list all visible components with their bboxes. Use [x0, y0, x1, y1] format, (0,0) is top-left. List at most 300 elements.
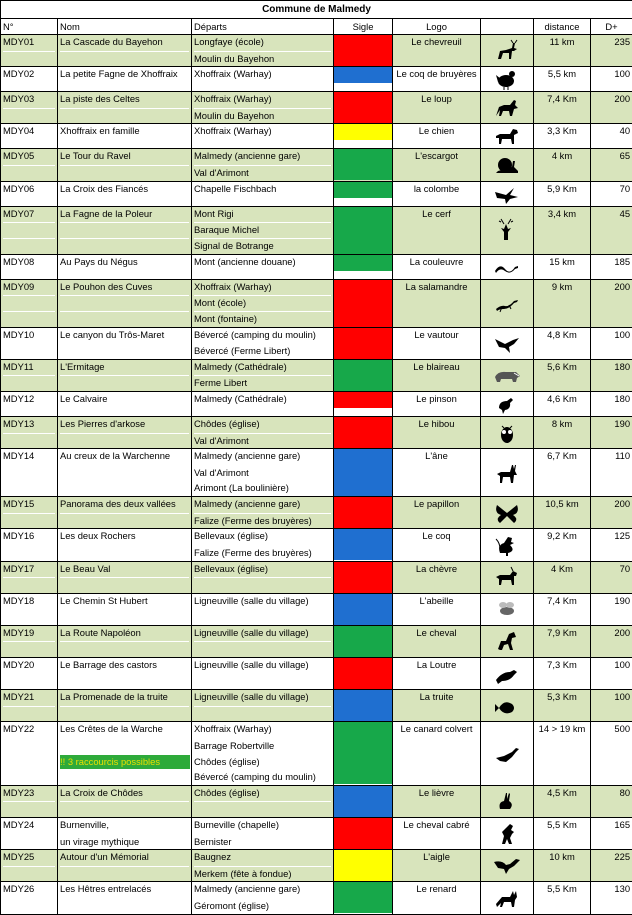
route-departs-cell — [192, 593, 334, 625]
route-logo-cell — [393, 149, 481, 181]
route-id-line: MDY08 — [3, 256, 34, 267]
route-depart-line: Xhoffraix (Warhay) — [194, 723, 272, 734]
route-logo-name: L'âne — [425, 450, 448, 461]
route-id-cell — [1, 658, 58, 690]
route-logo-image — [481, 181, 534, 206]
route-dplus: 100 — [591, 690, 632, 722]
route-id-cell — [1, 561, 58, 593]
route-logo-name: La couleuvre — [410, 256, 464, 267]
route-color-sigle — [334, 254, 393, 279]
route-logo-image — [481, 690, 534, 722]
route-dplus: 200 — [591, 625, 632, 657]
route-logo-cell — [393, 206, 481, 254]
route-logo-image — [481, 254, 534, 279]
route-color-sigle — [334, 181, 393, 206]
route-depart-line: Géromont (église) — [194, 900, 269, 911]
grouse-icon — [492, 67, 522, 91]
route-id-cell — [1, 279, 58, 327]
route-distance: 7,4 Km — [534, 593, 591, 625]
route-departs-cell — [192, 124, 334, 149]
route-depart-line: Mont (école) — [194, 297, 246, 308]
route-id-line: MDY03 — [3, 93, 34, 104]
route-departs-cell — [192, 67, 334, 92]
route-depart-line: Xhoffraix (Warhay) — [194, 68, 272, 79]
route-id-line: MDY16 — [3, 530, 34, 541]
route-name-line: La Croix des Fiancés — [60, 183, 148, 194]
route-id-line: MDY15 — [3, 498, 34, 509]
hare-icon — [492, 789, 522, 813]
route-name-line: Les Crêtes de la Warche — [60, 723, 163, 734]
route-logo-name: Le cheval — [416, 627, 456, 638]
route-depart-line: Bévercé (Ferme Libert) — [194, 345, 290, 356]
route-logo-cell — [393, 279, 481, 327]
route-name-cell — [58, 206, 192, 254]
header-dplus: D+ — [591, 19, 632, 35]
route-depart-line: Barrage Robertville — [194, 740, 274, 751]
route-departs-cell — [192, 818, 334, 850]
route-id-line: MDY05 — [3, 150, 34, 161]
route-departs-cell — [192, 279, 334, 327]
route-color-sigle — [334, 529, 393, 561]
route-distance: 5,5 Km — [534, 818, 591, 850]
route-id-line: MDY26 — [3, 883, 34, 894]
route-depart-line: Mont (fontaine) — [194, 313, 257, 324]
route-name-line: La petite Fagne de Xhoffraix — [60, 68, 178, 79]
route-id-line: MDY07 — [3, 208, 34, 219]
table-row — [1, 149, 632, 181]
route-name-line: La Route Napoléon — [60, 627, 141, 638]
route-name-line: La Fagne de la Poleur — [60, 208, 152, 219]
route-distance: 5,5 km — [534, 67, 591, 92]
route-color-sigle — [334, 722, 393, 785]
route-color-sigle — [334, 497, 393, 529]
route-name-cell — [58, 35, 192, 67]
route-depart-line: Bellevaux (église) — [194, 530, 268, 541]
rooster-icon — [492, 533, 522, 557]
table-row — [1, 359, 632, 391]
route-dplus: 100 — [591, 327, 632, 359]
route-name-cell — [58, 124, 192, 149]
route-id-line: MDY10 — [3, 329, 34, 340]
route-id-cell — [1, 35, 58, 67]
table-row — [1, 279, 632, 327]
route-name-cell — [58, 92, 192, 124]
route-depart-line: Burneville (chapelle) — [194, 819, 279, 830]
otter-icon — [492, 662, 522, 686]
route-departs-cell — [192, 658, 334, 690]
route-logo-cell — [393, 92, 481, 124]
salamander-icon — [492, 291, 522, 315]
route-name-line: La piste des Celtes — [60, 93, 140, 104]
route-logo-cell — [393, 416, 481, 448]
route-name-cell — [58, 391, 192, 416]
route-logo-name: La Loutre — [417, 659, 457, 670]
route-logo-name: Le pinson — [416, 393, 457, 404]
route-distance: 5,6 Km — [534, 359, 591, 391]
route-depart-line: Malmedy (Cathédrale) — [194, 393, 287, 404]
route-departs-cell — [192, 149, 334, 181]
route-dplus: 180 — [591, 359, 632, 391]
route-id-cell — [1, 449, 58, 497]
route-id-line: MDY25 — [3, 851, 34, 862]
route-logo-image — [481, 497, 534, 529]
table-row — [1, 529, 632, 561]
route-id-cell — [1, 850, 58, 882]
route-name-line: Le canyon du Trôs-Maret — [60, 329, 164, 340]
header-row — [1, 19, 632, 35]
route-id-cell — [1, 67, 58, 92]
route-id-line: MDY02 — [3, 68, 34, 79]
route-depart-line: Chôdes (église) — [194, 787, 260, 798]
route-name-cell — [58, 690, 192, 722]
route-id-line: MDY12 — [3, 393, 34, 404]
route-logo-image — [481, 327, 534, 359]
table-row — [1, 449, 632, 497]
route-distance: 7,9 Km — [534, 625, 591, 657]
route-departs-cell — [192, 391, 334, 416]
route-depart-line: Ferme Libert — [194, 377, 247, 388]
table-row — [1, 850, 632, 882]
trout-icon — [492, 694, 522, 718]
header-logo-image — [481, 19, 534, 35]
route-id-cell — [1, 327, 58, 359]
route-departs-cell — [192, 181, 334, 206]
route-depart-line: Signal de Botrange — [194, 240, 274, 251]
route-color-sigle — [334, 359, 393, 391]
route-id-cell — [1, 625, 58, 657]
route-color-sigle — [334, 206, 393, 254]
route-depart-line: Chôdes (église) — [194, 756, 260, 767]
butterfly-icon — [492, 501, 522, 525]
route-depart-line: Ligneuville (salle du village) — [194, 627, 309, 638]
route-logo-image — [481, 882, 534, 914]
route-logo-name: Le cheval cabré — [403, 819, 469, 830]
route-logo-image — [481, 416, 534, 448]
route-name-line: Les deux Rochers — [60, 530, 136, 541]
route-id-cell — [1, 124, 58, 149]
table-row — [1, 92, 632, 124]
route-distance: 4 Km — [534, 561, 591, 593]
route-logo-image — [481, 785, 534, 817]
route-color-sigle — [334, 416, 393, 448]
route-dplus: 130 — [591, 882, 632, 914]
route-color-sigle — [334, 882, 393, 914]
route-name-line: L'Ermitage — [60, 361, 105, 372]
route-color-sigle — [334, 690, 393, 722]
route-id-line: MDY23 — [3, 787, 34, 798]
route-distance: 5,5 Km — [534, 882, 591, 914]
route-logo-cell — [393, 561, 481, 593]
route-name-line: Le Chemin St Hubert — [60, 595, 148, 606]
route-logo-cell — [393, 658, 481, 690]
route-depart-line: Moulin du Bayehon — [194, 53, 274, 64]
route-logo-cell — [393, 181, 481, 206]
route-departs-cell — [192, 497, 334, 529]
route-departs-cell — [192, 35, 334, 67]
route-logo-image — [481, 206, 534, 254]
route-depart-line: Malmedy (ancienne gare) — [194, 450, 300, 461]
route-logo-name: Le canard colvert — [401, 723, 473, 734]
route-dplus: 40 — [591, 124, 632, 149]
route-id-line: MDY21 — [3, 691, 34, 702]
route-logo-name: Le chevreuil — [411, 36, 462, 47]
route-name-cell — [58, 593, 192, 625]
route-id-line: MDY06 — [3, 183, 34, 194]
route-id-line: MDY01 — [3, 36, 34, 47]
route-name-cell — [58, 561, 192, 593]
route-name-line: La Croix de Chôdes — [60, 787, 143, 798]
table-row — [1, 206, 632, 254]
route-depart-line: Mont Rigi — [194, 208, 234, 219]
route-color-sigle — [334, 785, 393, 817]
route-id-line: MDY22 — [3, 723, 34, 734]
route-depart-line: Malmedy (ancienne gare) — [194, 883, 300, 894]
route-dplus: 500 — [591, 722, 632, 785]
table-row — [1, 67, 632, 92]
table-row — [1, 416, 632, 448]
route-logo-image — [481, 593, 534, 625]
route-name-line: Le Tour du Ravel — [60, 150, 131, 161]
route-logo-cell — [393, 254, 481, 279]
route-distance: 3,4 km — [534, 206, 591, 254]
route-id-line: MDY13 — [3, 418, 34, 429]
table-row — [1, 497, 632, 529]
stag-icon — [492, 218, 522, 242]
rearing-horse-icon — [492, 822, 522, 846]
route-depart-line: Ligneuville (salle du village) — [194, 659, 309, 670]
route-logo-name: L'escargot — [415, 150, 458, 161]
route-id-line: MDY20 — [3, 659, 34, 670]
route-name-cell — [58, 882, 192, 914]
route-departs-cell — [192, 690, 334, 722]
route-depart-line: Longfaye (école) — [194, 36, 264, 47]
route-dplus: 190 — [591, 416, 632, 448]
table-row — [1, 785, 632, 817]
finch-icon — [492, 392, 522, 416]
route-depart-line: Chôdes (église) — [194, 418, 260, 429]
route-logo-image — [481, 818, 534, 850]
route-logo-name: Le blaireau — [413, 361, 459, 372]
route-id-cell — [1, 181, 58, 206]
route-depart-line: Chapelle Fischbach — [194, 183, 276, 194]
route-color-sigle — [334, 561, 393, 593]
table-row — [1, 690, 632, 722]
route-logo-name: La salamandre — [405, 281, 467, 292]
route-depart-line: Moulin du Bayehon — [194, 110, 274, 121]
table-row — [1, 722, 632, 785]
route-distance: 9 km — [534, 279, 591, 327]
header-num: N° — [1, 19, 58, 35]
route-depart-line: Malmedy (ancienne gare) — [194, 150, 300, 161]
route-logo-cell — [393, 850, 481, 882]
route-name-cell — [58, 254, 192, 279]
table-row — [1, 593, 632, 625]
route-depart-line: Falize (Ferme des bruyères) — [194, 547, 312, 558]
route-id-line: MDY09 — [3, 281, 34, 292]
route-id-line: MDY18 — [3, 595, 34, 606]
route-name-cell — [58, 529, 192, 561]
route-logo-image — [481, 722, 534, 785]
route-departs-cell — [192, 92, 334, 124]
route-name-line: Xhoffraix en famille — [60, 125, 140, 136]
route-id-cell — [1, 722, 58, 785]
route-id-cell — [1, 391, 58, 416]
badger-icon — [492, 363, 522, 387]
route-departs-cell — [192, 722, 334, 785]
route-logo-name: Le renard — [416, 883, 456, 894]
route-dplus: 70 — [591, 181, 632, 206]
table-row — [1, 658, 632, 690]
route-color-sigle — [334, 625, 393, 657]
route-dplus: 180 — [591, 391, 632, 416]
dog-icon — [492, 124, 522, 148]
route-dplus: 100 — [591, 658, 632, 690]
route-color-sigle — [334, 149, 393, 181]
route-id-line: MDY17 — [3, 563, 34, 574]
route-departs-cell — [192, 449, 334, 497]
route-distance: 5,9 Km — [534, 181, 591, 206]
route-id-cell — [1, 416, 58, 448]
route-logo-name: Le loup — [421, 93, 452, 104]
route-color-sigle — [334, 92, 393, 124]
route-logo-cell — [393, 35, 481, 67]
route-distance: 10 km — [534, 850, 591, 882]
route-color-sigle — [334, 850, 393, 882]
table-row — [1, 327, 632, 359]
route-logo-cell — [393, 124, 481, 149]
table-row — [1, 35, 632, 67]
route-name-line: La Promenade de la truite — [60, 691, 168, 702]
route-name-cell — [58, 359, 192, 391]
bee-icon — [492, 597, 522, 621]
route-distance: 9,2 Km — [534, 529, 591, 561]
route-depart-line: Val d'Arimont — [194, 467, 249, 478]
route-depart-line: Baraque Michel — [194, 224, 259, 235]
route-name-line: un virage mythique — [60, 836, 139, 847]
route-dplus: 125 — [591, 529, 632, 561]
route-color-sigle — [334, 327, 393, 359]
route-departs-cell — [192, 561, 334, 593]
route-logo-cell — [393, 391, 481, 416]
route-name-cell — [58, 497, 192, 529]
header-distance: distance — [534, 19, 591, 35]
route-dplus: 70 — [591, 561, 632, 593]
wolf-icon — [492, 96, 522, 120]
dove-icon — [492, 182, 522, 206]
route-logo-image — [481, 35, 534, 67]
route-logo-cell — [393, 497, 481, 529]
route-logo-image — [481, 449, 534, 497]
route-name-cell — [58, 818, 192, 850]
route-dplus: 225 — [591, 850, 632, 882]
route-color-sigle — [334, 124, 393, 149]
route-departs-cell — [192, 785, 334, 817]
route-logo-cell — [393, 818, 481, 850]
route-id-cell — [1, 882, 58, 914]
route-departs-cell — [192, 416, 334, 448]
route-logo-name: Le vautour — [414, 329, 458, 340]
goat-icon — [492, 565, 522, 589]
route-logo-cell — [393, 529, 481, 561]
route-logo-name: L'abeille — [419, 595, 453, 606]
snail-icon — [492, 153, 522, 177]
route-depart-line: Arimont (La boulinière) — [194, 482, 289, 493]
route-dplus: 45 — [591, 206, 632, 254]
route-distance: 14 > 19 km — [534, 722, 591, 785]
route-id-cell — [1, 690, 58, 722]
route-distance: 3,3 Km — [534, 124, 591, 149]
route-id-line: MDY04 — [3, 125, 34, 136]
route-name-line: Le Beau Val — [60, 563, 110, 574]
route-name-cell — [58, 149, 192, 181]
route-name-line: Panorama des deux vallées — [60, 498, 176, 509]
route-name-cell — [58, 625, 192, 657]
route-id-cell — [1, 785, 58, 817]
route-departs-cell — [192, 254, 334, 279]
route-name-cell — [58, 416, 192, 448]
route-id-cell — [1, 818, 58, 850]
duck-icon — [492, 742, 522, 766]
route-name-line: Les Pierres d'arkose — [60, 418, 145, 429]
donkey-icon — [492, 461, 522, 485]
route-id-line: MDY11 — [3, 361, 34, 372]
route-logo-image — [481, 67, 534, 92]
route-depart-line: Malmedy (ancienne gare) — [194, 498, 300, 509]
route-name-line: Autour d'un Mémorial — [60, 851, 149, 862]
route-distance: 4 km — [534, 149, 591, 181]
route-color-sigle — [334, 391, 393, 416]
route-distance: 11 km — [534, 35, 591, 67]
table-row — [1, 124, 632, 149]
table-row — [1, 625, 632, 657]
route-color-sigle — [334, 279, 393, 327]
route-distance: 4,5 Km — [534, 785, 591, 817]
route-logo-image — [481, 658, 534, 690]
route-depart-line: Bévercé (camping du moulin) — [194, 329, 316, 340]
route-id-cell — [1, 497, 58, 529]
route-logo-image — [481, 359, 534, 391]
route-dplus: 65 — [591, 149, 632, 181]
route-logo-name: Le chien — [419, 125, 454, 136]
route-logo-name: L'aigle — [423, 851, 450, 862]
route-id-cell — [1, 593, 58, 625]
route-logo-name: Le coq — [422, 530, 450, 541]
route-logo-image — [481, 391, 534, 416]
route-logo-cell — [393, 690, 481, 722]
route-depart-line: Bévercé (camping du moulin) — [194, 771, 316, 782]
route-depart-line: Ligneuville (salle du village) — [194, 691, 309, 702]
route-id-cell — [1, 359, 58, 391]
route-depart-line: Val d'Arimont — [194, 167, 249, 178]
table-row — [1, 391, 632, 416]
route-depart-line: Val d'Arimont — [194, 435, 249, 446]
route-dplus: 185 — [591, 254, 632, 279]
route-departs-cell — [192, 327, 334, 359]
route-name-line: Au Pays du Négus — [60, 256, 138, 267]
route-depart-line: Xhoffraix (Warhay) — [194, 281, 272, 292]
route-name-cell — [58, 722, 192, 785]
route-departs-cell — [192, 359, 334, 391]
route-depart-line: Xhoffraix (Warhay) — [194, 93, 272, 104]
table-row — [1, 818, 632, 850]
route-id-line: MDY14 — [3, 450, 34, 461]
route-logo-image — [481, 149, 534, 181]
route-name-cell — [58, 850, 192, 882]
route-logo-cell — [393, 327, 481, 359]
header-sigle: Sigle — [334, 19, 393, 35]
route-logo-image — [481, 561, 534, 593]
route-name-cell — [58, 658, 192, 690]
